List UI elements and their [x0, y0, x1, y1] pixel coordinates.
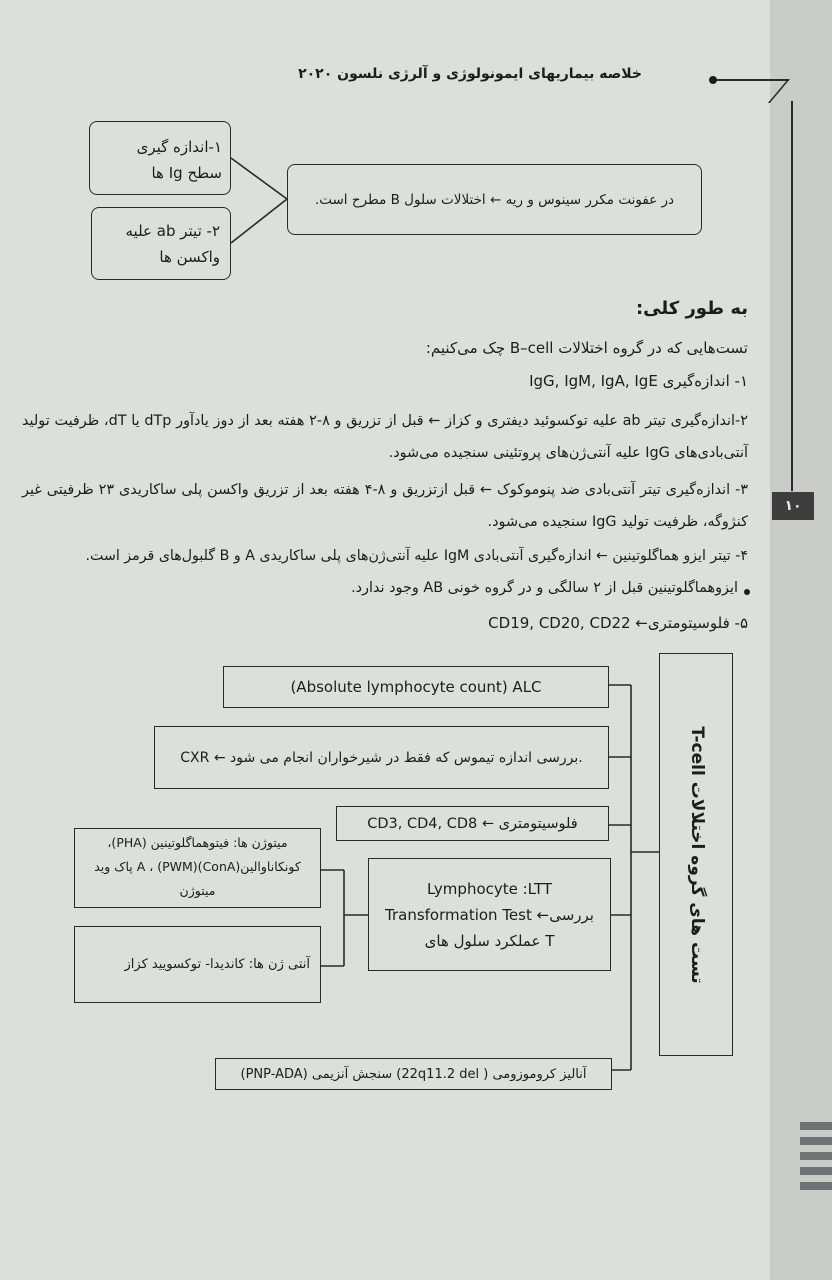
ig-surface-text: ۱-اندازه گیری سطح Ig ها [136, 138, 222, 182]
page-number: ۱۰ [784, 498, 802, 514]
item-2: ۲-اندازه‌گیری تیتر ab علیه توکسوئید دیفتری و کزاز ← قبل از تزریق و ۸-۲ هفته بعد از دوز یادآور dTp یا dT، ظرفیت تولید آنتی‌بادی‌های IgG علیه آنتی‌ژن‌های پروتئینی سنجیده می‌شود. [22, 413, 748, 461]
margin-rule-vertical [791, 101, 793, 491]
cxr-box [154, 726, 609, 789]
tcell-title-text: تست های گروه اختلالات T-cell [687, 726, 707, 984]
item-bullet: ایزوهماگلوتینین قبل از ۲ سالگی و در گروه خونی AB وجود ندارد. [351, 580, 738, 596]
alc-box [223, 666, 609, 708]
item-3: ۳- اندازه‌گیری تیتر آنتی‌بادی ضد پنوموکوک ← قبل ازتزریق و ۸-۴ هفته بعد از تزریق واکسن پلی ساکاریدی ۲۳ ظرفیتی غیر کنژوگه، ظرفیت تولید IgG سنجیده می‌شود. [22, 482, 748, 530]
ltt-text: Lymphocyte :LTT Transformation Test ←بررسی عملکرد سلول های T [385, 879, 594, 950]
section-heading: به طور کلی: [635, 298, 748, 319]
flowcytometry-text: فلوسیتومتری ← CD3, CD4, CD8 [367, 815, 578, 832]
margin-rule [717, 79, 789, 81]
cxr-text: CXR ← بررسی اندازه تیموس که فقط در شیرخواران انجام می شود. [180, 749, 583, 766]
item-4: ۴- تیتر ایزو هماگلوتینین ← اندازه‌گیری آنتی‌بادی IgM علیه آنتی‌ژن‌های پلی ساکاریدی A و B گلبول‌های قرمز است. [85, 548, 748, 564]
pnp-ada-box [215, 1058, 612, 1090]
antigens-box [74, 926, 321, 1003]
recurrent-infection-text: در عفونت مکرر سینوس و ریه ← اختلالات سلول B مطرح است. [314, 191, 675, 208]
alc-text: (Absolute lymphocyte count) ALC [290, 678, 542, 696]
pnp-ada-text: آنالیز کروموزومی ( 22q11.2 del) سنجش آنزیمی (PNP-ADA) [240, 1066, 587, 1082]
margin-rule-diagonal [768, 79, 790, 103]
section-intro: تست‌هایی که در گروه اختلالات B–cell چک می‌کنیم: [425, 339, 748, 357]
item-1: ۱- اندازه‌گیری IgG, IgM, IgA, IgE [529, 372, 748, 390]
page-number-tab [772, 492, 814, 520]
running-header-title: خلاصه بیماریهای ایمونولوژی و آلرژی نلسون ۲۰۲۰ [298, 66, 642, 82]
tcell-title-box [659, 653, 733, 1056]
vaccine-antibody-text: ۲- تیتر ab علیه واکسن ها [125, 222, 220, 266]
flowcytometry-box [336, 806, 609, 841]
antigens-text: آنتی ژن ها: کاندیدا- توکسویید کزاز [124, 957, 310, 972]
item-5: ۵- فلوسیتومتری← CD19, CD20, CD22 [488, 614, 748, 632]
ltt-box [368, 858, 611, 971]
mitogens-text: میتوژن ها: فیتوهماگلوتینین (PHA)، کونکاناوالین(ConA)A ، (PWM) پاک وید میتوژن [94, 835, 301, 898]
mitogens-box [74, 828, 321, 908]
